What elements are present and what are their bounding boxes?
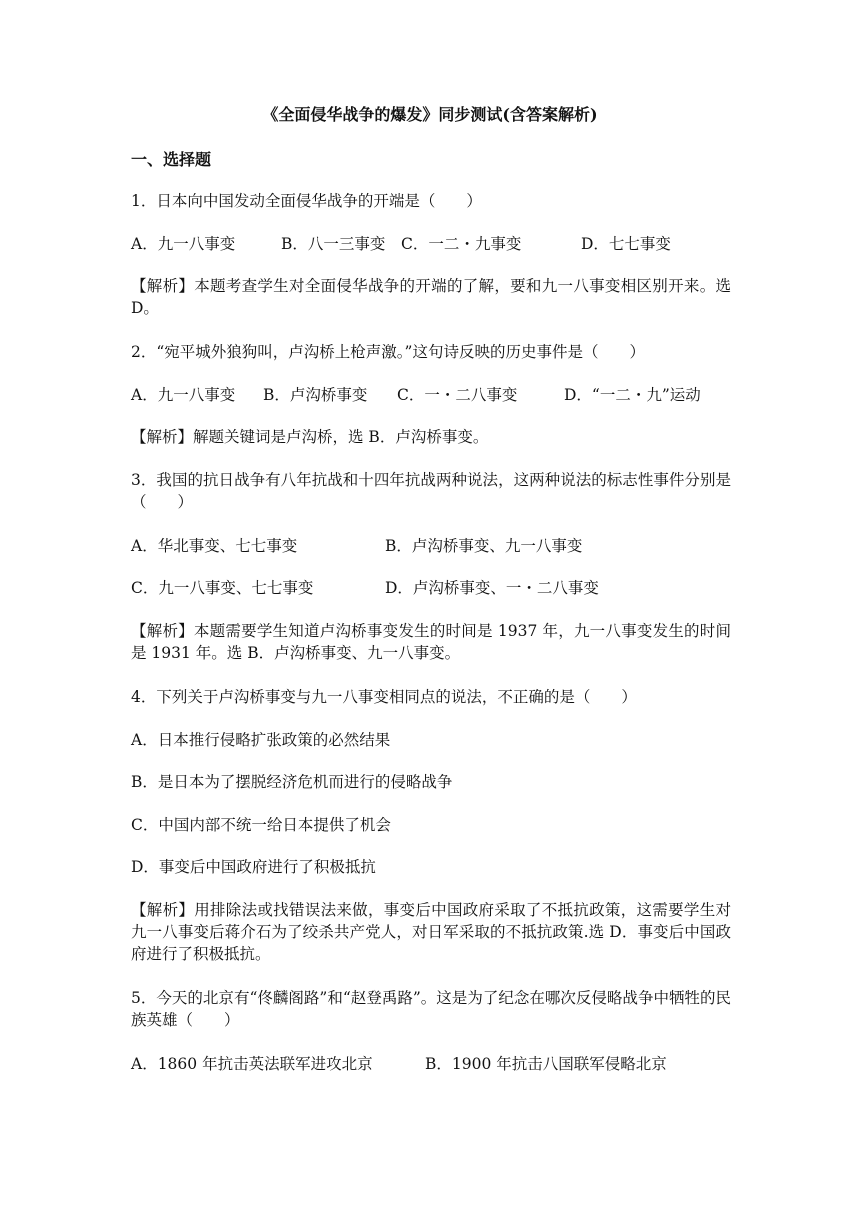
question-2-option-b: B．卢沟桥事变 bbox=[263, 386, 368, 404]
section-heading: 一、选择题 bbox=[131, 150, 212, 169]
question-4-option-a: A．日本推行侵略扩张政策的必然结果 bbox=[131, 731, 391, 749]
question-4-option-b: B．是日本为了摆脱经济危机而进行的侵略战争 bbox=[131, 773, 453, 791]
question-3-stem: 3．我国的抗日战争有八年抗战和十四年抗战两种说法，这两种说法的标志性事件分别是（ ） bbox=[131, 471, 731, 511]
question-1-option-a: A．九一八事变 bbox=[131, 235, 236, 253]
question-3-option-c: C．九一八事变、七七事变 bbox=[131, 579, 314, 597]
question-5-option-a: A．1860 年抗击英法联军进攻北京 bbox=[131, 1055, 373, 1073]
question-4-stem: 4．下列关于卢沟桥事变与九一八事变相同点的说法，不正确的是（ ） bbox=[131, 688, 637, 706]
question-3-option-d: D．卢沟桥事变、一・二八事变 bbox=[385, 579, 599, 597]
question-5-stem: 5．今天的北京有“佟麟阁路”和“赵登禹路”。这是为了纪念在哪次反侵略战争中牺牲的民族英雄（ ） bbox=[131, 989, 731, 1029]
question-2-stem: 2．“宛平城外狼狗叫，卢沟桥上枪声激。”这句诗反映的历史事件是（ ） bbox=[131, 343, 645, 361]
question-3-analysis: 【解析】本题需要学生知道卢沟桥事变发生的时间是 1937 年，九一八事变发生的时间是 1931 年。选 B．卢沟桥事变、九一八事变。 bbox=[131, 622, 731, 662]
question-2-analysis: 【解析】解题关键词是卢沟桥，选 B．卢沟桥事变。 bbox=[131, 428, 489, 446]
question-2-option-c: C．一・二八事变 bbox=[397, 386, 518, 404]
question-1-option-d: D．七七事变 bbox=[581, 235, 671, 253]
document-title: 《全面侵华战争的爆发》同步测试(含答案解析) bbox=[262, 105, 598, 124]
question-2-option-a: A．九一八事变 bbox=[131, 386, 236, 404]
question-1-option-b: B．八一三事变 bbox=[281, 235, 386, 253]
question-4-option-d: D．事变后中国政府进行了积极抵抗 bbox=[131, 858, 376, 876]
question-2-option-d: D．“一二・九”运动 bbox=[564, 386, 701, 404]
question-1-option-c: C．一二・九事变 bbox=[401, 235, 522, 253]
question-5-option-b: B．1900 年抗击八国联军侵略北京 bbox=[425, 1055, 667, 1073]
question-4-analysis: 【解析】用排除法或找错误法来做，事变后中国政府采取了不抵抗政策，这需要学生对九一八事变后蒋介石为了绞杀共产党人，对日军采取的不抵抗政策.选 D．事变后中国政府进行了积极抵抗。 bbox=[131, 901, 731, 963]
question-3-option-a: A．华北事变、七七事变 bbox=[131, 537, 298, 555]
question-1-analysis: 【解析】本题考查学生对全面侵华战争的开端的了解，要和九一八事变相区别开来。选 D。 bbox=[131, 277, 731, 317]
question-1-stem: 1．日本向中国发动全面侵华战争的开端是（ ） bbox=[131, 192, 482, 210]
question-4-option-c: C．中国内部不统一给日本提供了机会 bbox=[131, 816, 391, 834]
question-3-option-b: B．卢沟桥事变、九一八事变 bbox=[385, 537, 583, 555]
